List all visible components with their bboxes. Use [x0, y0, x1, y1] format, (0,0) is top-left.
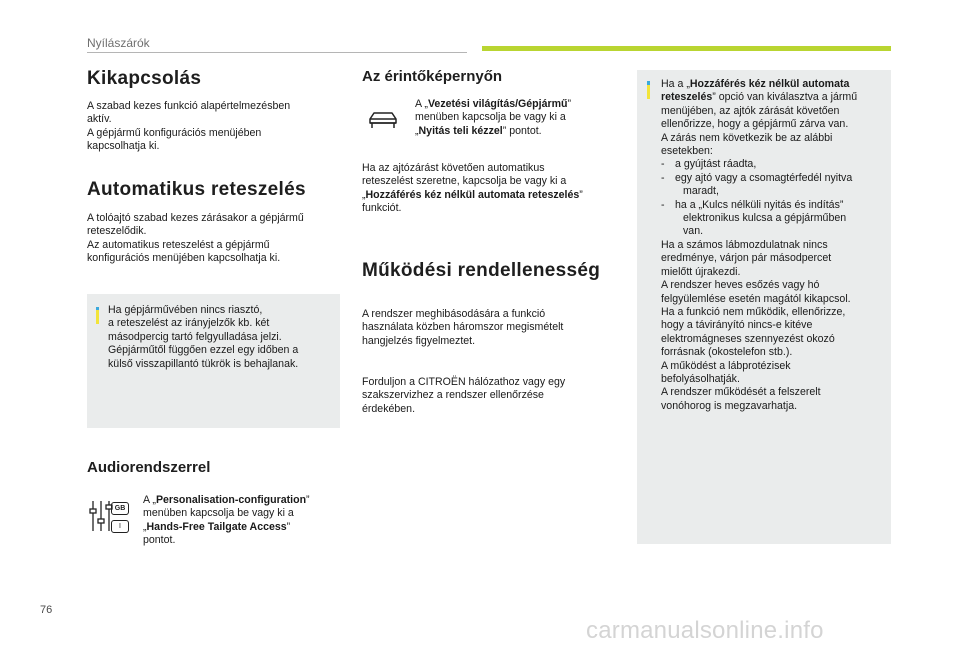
kikapcsolas-text [87, 100, 347, 154]
text-line: befolyásolhatják. [661, 372, 740, 385]
menu-name: Personalisation-configuration [155, 494, 307, 506]
audio-text [143, 494, 343, 548]
text-line: elektromágneses szennyezést okozó [661, 332, 835, 345]
heading-audio: Audiorendszerrel [87, 459, 211, 476]
note-box-conditions [637, 70, 891, 544]
touch-text [415, 98, 620, 138]
text-line: A tolóajtó szabad kezes zárásakor a gépjármű [87, 212, 304, 224]
text-line [661, 78, 889, 91]
text-line: használata közben háromszor megismételt [362, 321, 564, 334]
text-fragment: „ [362, 188, 366, 201]
text-line: külső visszapillantó tükrök is behajlanak. [108, 357, 299, 370]
text-line: felgyülemlése esetén magától kikapcsol. [661, 292, 851, 305]
list-dash: - [661, 158, 665, 171]
heading-malfunction: Működési rendellenesség [362, 260, 601, 281]
header-divider [87, 52, 467, 53]
text-line: reteszelést szeretne, kapcsolja be vagy ki a [362, 175, 567, 188]
menu-name: Vezetési világítás/Gépjármű [427, 98, 568, 110]
text-line: kapcsolhatja ki. [87, 140, 160, 153]
text-fragment: ” [579, 188, 583, 201]
text-line: elektronikus kulcsa a gépjárműben [683, 212, 847, 225]
note-box-alarm [87, 294, 340, 428]
heading-touchscreen: Az érintőképernyőn [362, 68, 503, 85]
info-marker-accent [647, 85, 650, 99]
malfunction-text-1 [362, 308, 627, 348]
text-line: A működést a lábprotézisek [661, 359, 791, 372]
text-line: másodpercig tartó felgyulladása jelzi. [108, 330, 282, 343]
text-line: Forduljon a CITROËN hálózathoz vagy egy [362, 376, 566, 388]
text-line [362, 189, 627, 202]
text-line: Ha a funkció nem működik, ellenőrizze, [661, 305, 846, 318]
text-fragment: ” [567, 98, 572, 110]
text-line: érdekében. [362, 402, 416, 415]
text-line: A szabad kezes funkció alapértelmezésben [87, 100, 291, 112]
text-line: Az automatikus reteszelést a gépjármű [87, 238, 270, 251]
car-icon [367, 109, 399, 131]
text-fragment: ” [286, 520, 291, 533]
text-line [415, 98, 620, 111]
heading-automatikus: Automatikus reteszelés [87, 179, 306, 200]
auto-lock-text [362, 162, 627, 216]
text-line: menüben kapcsolja be vagy ki a [415, 111, 566, 124]
text-fragment: A „ [143, 494, 156, 506]
text-line: forrásnak (okostelefon stb.). [661, 346, 793, 359]
text-line [143, 494, 343, 507]
text-line: reteszelődik. [87, 225, 147, 238]
text-line: szakszervizhez a rendszer ellenőrzése [362, 389, 544, 402]
automatikus-text [87, 212, 347, 266]
feature-name: Hands-Free Tailgate Access [146, 520, 287, 533]
list-dash: - [661, 171, 665, 184]
note-text [661, 78, 889, 413]
feature-name: Nyitás teli kézzel [418, 124, 503, 137]
gb-flag-icon: GB [111, 502, 129, 515]
malfunction-text-2 [362, 376, 627, 416]
text-line: egy ajtó vagy a csomagtérfedél nyitva [675, 171, 853, 184]
text-line [143, 521, 343, 534]
list-item [661, 199, 889, 239]
text-line: Ha gépjárművében nincs riasztó, [108, 304, 263, 316]
text-line: hangjelzés figyelmeztet. [362, 334, 476, 347]
text-line: A zárás nem következik be az alábbi [661, 131, 833, 144]
page-number: 76 [40, 604, 53, 616]
text-line: hogy a távirányító nincs-e kitéve [661, 319, 813, 332]
text-line: Gépjárműtől függően ezzel egy időben a [108, 344, 299, 357]
feature-name: Hozzáférés kéz nélkül automata reteszelés [365, 188, 580, 201]
text-line: mielőtt újrakezdi. [661, 265, 741, 278]
text-line: A rendszer meghibásodására a funkció [362, 308, 546, 320]
heading-kikapcsolas: Kikapcsolás [87, 68, 202, 89]
text-line: funkciót. [362, 202, 402, 215]
text-line: Ha az ajtózárást követően automatikus [362, 162, 545, 174]
header-accent-bar [482, 46, 891, 51]
text-line: vonóhorog is megzavarhatja. [661, 399, 798, 412]
list-dash: - [661, 198, 665, 211]
text-line: A rendszer heves esőzés vagy hó [661, 279, 820, 292]
text-line: aktív. [87, 113, 112, 126]
text-line: ha a „Kulcs nélküli nyitás és indítás” [675, 198, 844, 211]
text-line: maradt, [683, 185, 719, 198]
text-fragment: A „ [415, 98, 428, 110]
text-fragment: „ [415, 124, 419, 137]
text-line: esetekben: [661, 145, 713, 158]
text-line: Ha a számos lábmozdulatnak nincs [661, 238, 828, 251]
text-line [661, 91, 889, 104]
text-line: A gépjármű konfigurációs menüjében [87, 126, 262, 139]
info-marker-accent [96, 310, 99, 324]
text-fragment: ” [306, 494, 310, 506]
feature-name: Hozzáférés kéz nélkül automata [689, 78, 850, 90]
text-fragment: Ha a „ [661, 78, 690, 90]
text-line: a gyújtást ráadta, [675, 158, 757, 171]
text-fragment: „ [143, 520, 147, 533]
text-line [415, 125, 620, 138]
text-fragment: ” pontot. [502, 124, 542, 137]
text-line: eredménye, várjon pár másodpercet [661, 252, 832, 265]
text-line: menüjében, az ajtók zárását követően [661, 104, 840, 117]
list-item [661, 158, 889, 171]
text-line: pontot. [143, 534, 176, 547]
feature-name: reteszelés [661, 91, 713, 104]
list-item [661, 172, 889, 199]
text-line: a reteszelést az irányjelzők kb. két [108, 317, 270, 330]
text-line: ellenőrizze, hogy a gépjármű zárva van. [661, 118, 849, 131]
text-line: menüben kapcsolja be vagy ki a [143, 507, 294, 520]
info-mark-icon: I [111, 520, 129, 533]
watermark: carmanualsonline.info [586, 617, 824, 644]
text-fragment: ” opció van kiválasztva a jármű [712, 91, 858, 104]
text-line: van. [683, 225, 704, 238]
text-line: A rendszer működését a felszerelt [661, 386, 821, 399]
text-line: konfigurációs menüjében kapcsolhatja ki. [87, 252, 281, 265]
note-text [108, 304, 338, 371]
section-header: Nyílászárók [87, 36, 150, 50]
